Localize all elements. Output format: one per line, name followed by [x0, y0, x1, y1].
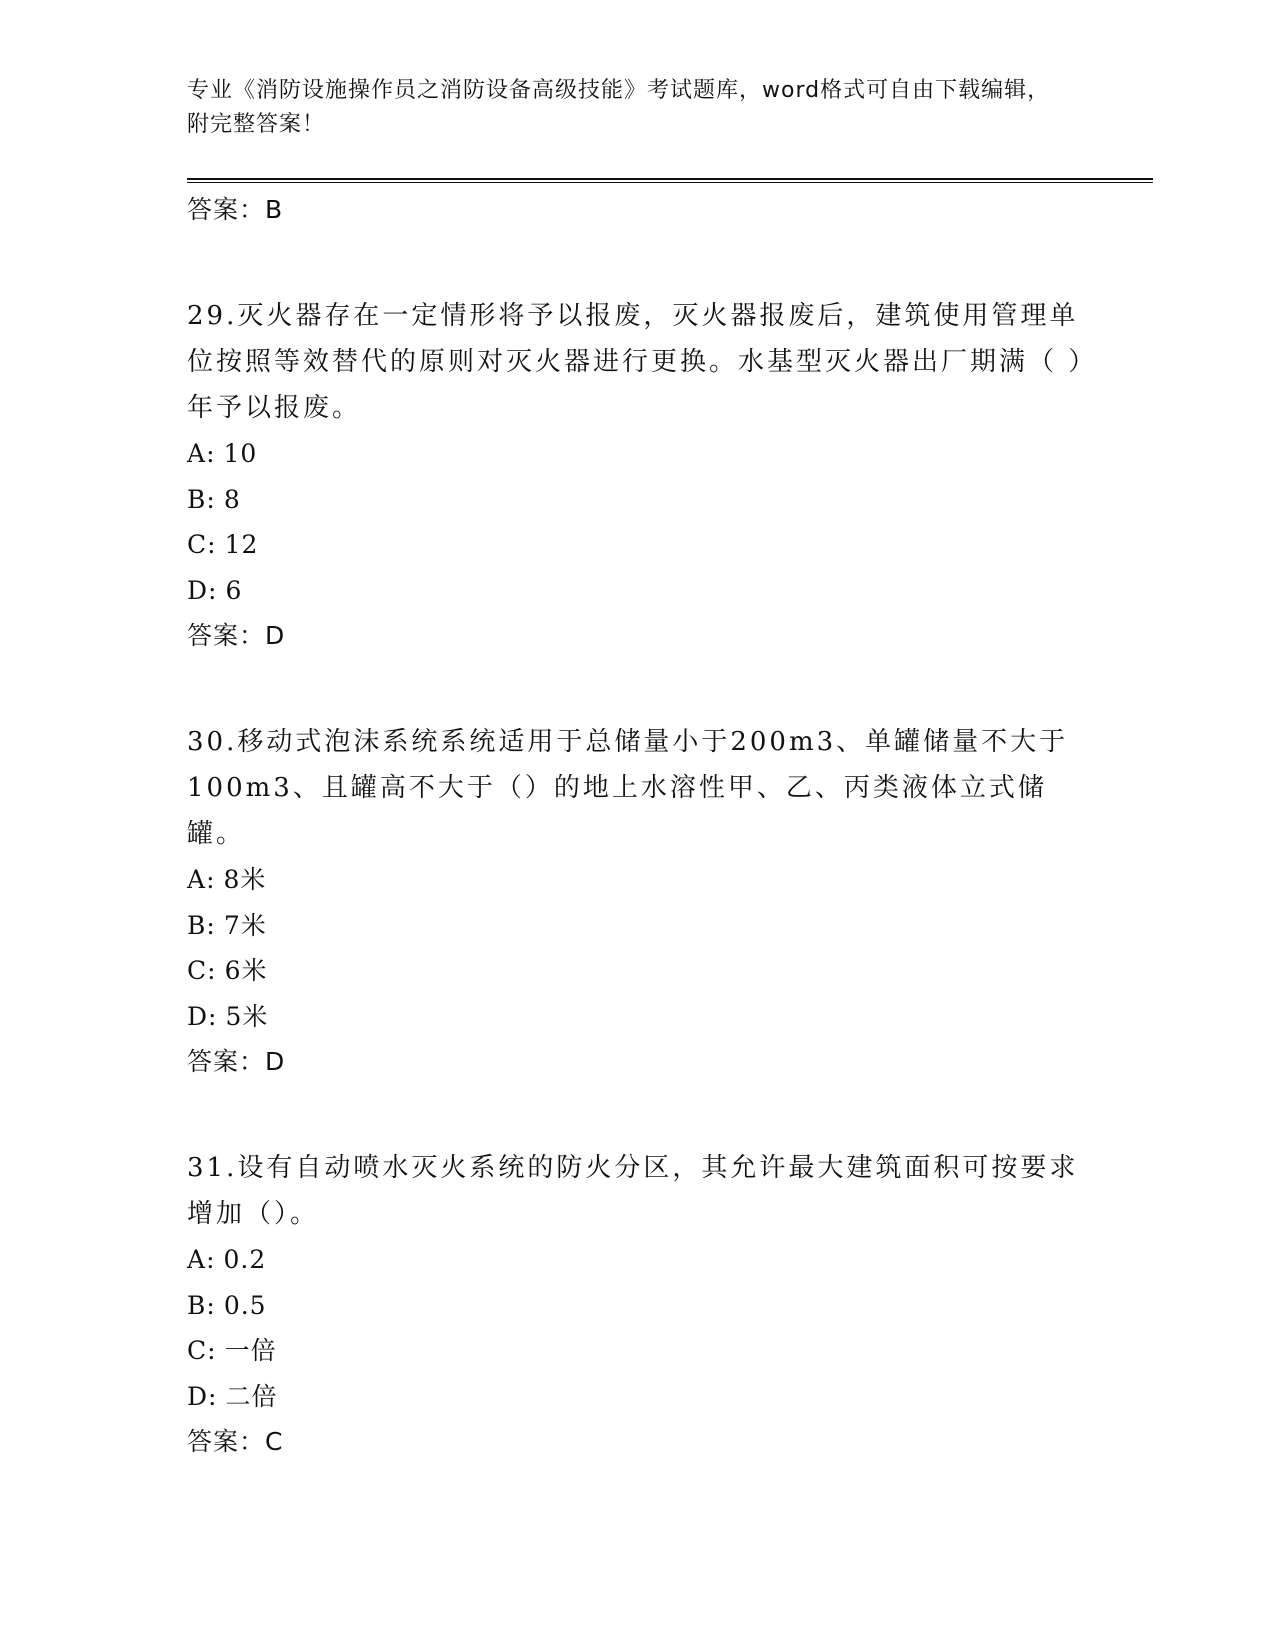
option-letter: D	[187, 1381, 209, 1411]
option-text: 0.5	[223, 1290, 267, 1320]
option-letter: A	[187, 439, 207, 468]
question-answer: 答案：D	[187, 1047, 286, 1076]
option-text: 7米	[223, 910, 267, 940]
option-separator: :	[207, 956, 217, 985]
question-29	[187, 293, 1087, 659]
question-answer: 答案：C	[187, 1427, 284, 1456]
option-c	[187, 948, 1087, 994]
exam-content	[187, 187, 1087, 1465]
option-text: 6	[225, 575, 243, 605]
option-b	[187, 903, 1087, 949]
option-letter: B	[187, 1290, 207, 1320]
question-stem: 30.移动式泡沫系统系统适用于总储量小于200m3、单罐储量不大于100m3、且罐高不大于（）的地上水溶性甲、乙、丙类液体立式储罐。	[187, 727, 1069, 849]
option-separator: :	[208, 575, 218, 605]
option-a	[187, 857, 1087, 903]
option-letter: A	[187, 865, 207, 894]
option-letter: C	[187, 530, 208, 559]
option-letter: B	[187, 910, 207, 940]
question-stem: 31.设有自动喷水灭火系统的防火分区，其允许最大建筑面积可按要求增加（）。	[187, 1153, 1079, 1229]
option-d	[187, 994, 1087, 1040]
option-text: 5米	[225, 1001, 269, 1031]
option-separator: :	[206, 910, 216, 940]
option-b	[187, 1283, 1087, 1329]
option-separator: :	[208, 1381, 218, 1411]
option-letter: D	[187, 1001, 209, 1031]
option-separator: :	[207, 1336, 217, 1365]
page-header: 专业《消防设施操作员之消防设备高级技能》考试题库，word格式可自由下载编辑，附完整答案！	[187, 78, 1051, 137]
option-separator: :	[206, 439, 216, 468]
option-a	[187, 431, 1087, 477]
option-letter: D	[187, 575, 209, 605]
option-b	[187, 477, 1087, 523]
option-separator: :	[206, 484, 216, 514]
question-30	[187, 719, 1087, 1085]
option-text: 8	[223, 484, 241, 514]
option-c	[187, 1328, 1087, 1374]
question-stem: 29.灭火器存在一定情形将予以报废，灭火器报废后，建筑使用管理单位按照等效替代的原则对灭火器进行更换。水基型灭火器出厂期满（ ）年予以报废。	[187, 301, 1085, 423]
option-letter: C	[187, 1336, 208, 1365]
option-text: 一倍	[224, 1336, 277, 1365]
option-text: 二倍	[225, 1381, 278, 1411]
option-a	[187, 1237, 1087, 1283]
option-separator: :	[206, 1245, 216, 1274]
option-text: 10	[223, 439, 258, 468]
option-letter: A	[187, 1245, 207, 1274]
option-separator: :	[208, 1001, 218, 1031]
question-answer: 答案：D	[187, 621, 286, 650]
previous-answer: 答案：B	[187, 195, 284, 224]
option-separator: :	[206, 1290, 216, 1320]
option-text: 6米	[224, 956, 268, 985]
option-d	[187, 1374, 1087, 1420]
option-separator: :	[207, 530, 217, 559]
option-c	[187, 522, 1087, 568]
option-text: 0.2	[223, 1245, 267, 1274]
option-letter: C	[187, 956, 208, 985]
option-text: 12	[224, 530, 259, 559]
header-divider	[187, 178, 1153, 183]
question-31	[187, 1145, 1087, 1465]
option-letter: B	[187, 484, 207, 514]
option-separator: :	[206, 865, 216, 894]
option-text: 8米	[223, 865, 267, 894]
option-d	[187, 568, 1087, 614]
